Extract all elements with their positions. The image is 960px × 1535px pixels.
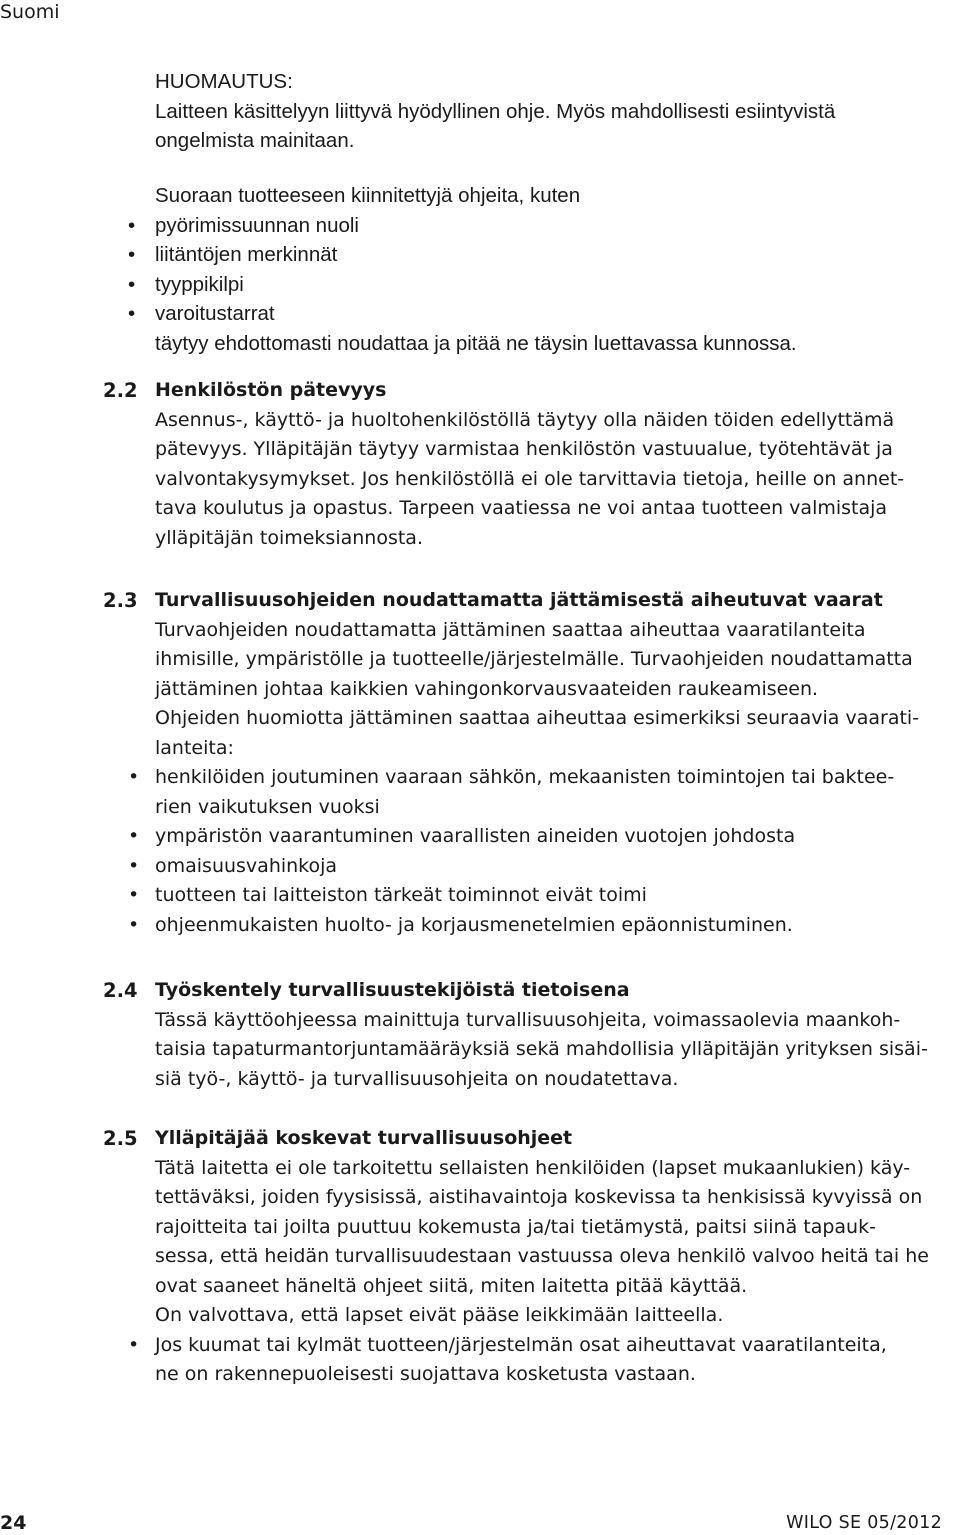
bullet-icon: • — [128, 272, 136, 296]
bullet-icon: • — [128, 243, 136, 266]
bullet-icon: • — [128, 913, 140, 936]
list-item: • ympäristön vaarantuminen vaarallisten aineiden vuotojen johdosta — [155, 822, 955, 852]
section-heading: Työskentely turvallisuustekijöistä tietoisena — [155, 979, 630, 1001]
paragraph-line: ovat saaneet häneltä ohjeet siitä, miten laitetta pitää käyttää. — [155, 1274, 748, 1297]
note-line: ongelmista mainitaan. — [155, 129, 355, 152]
section-number: 2.4 — [103, 979, 138, 1002]
paragraph-line: rajoitteita tai joilta puuttuu kokemusta ja/tai tietämystä, paitsi siinä tapauk- — [155, 1215, 876, 1238]
labels-outro: täytyy ehdottomasti noudattaa ja pitää ne täysin luettavassa kunnossa. — [155, 331, 797, 355]
language-label: Suomi — [0, 1, 60, 23]
bullet-icon: • — [128, 1333, 140, 1356]
paragraph-line: Tässä käyttöohjeessa mainittuja turvallisuusohjeita, voimassaolevia maankoh- — [155, 1008, 901, 1031]
paragraph-line: jättäminen johtaa kaikkien vahingonkorvausvaateiden raukeamiseen. — [155, 677, 819, 700]
paragraph-line: sessa, että heidän turvallisuudestaan vastuussa oleva henkilö valvoo heitä tai he — [155, 1245, 929, 1267]
labels-intro: Suoraan tuotteeseen kiinnitettyjä ohjeita, kuten — [155, 184, 581, 207]
list-item: • liitäntöjen merkinnät — [155, 240, 955, 270]
list-item: • tyyppikilpi — [155, 270, 955, 300]
list-item: • pyörimissuunnan nuoli — [155, 211, 955, 241]
bullet-icon: • — [128, 213, 136, 237]
list-item: • Jos kuumat tai kylmät tuotteen/järjestelmän osat aiheuttavat vaaratilanteita, ne on rakennepuoleisesti suojattava kosketusta vastaan. — [155, 1331, 955, 1390]
section-number: 2.2 — [103, 379, 138, 402]
paragraph-line: Asennus-, käyttö- ja huoltohenkilöstöllä täytyy olla näiden töiden edellyttämä — [155, 408, 895, 431]
paragraph-line: Tätä laitetta ei ole tarkoitettu sellaisten henkilöiden (lapset mukaanlukien) käy- — [155, 1156, 911, 1179]
bullet-icon: • — [128, 825, 140, 847]
section-2-2 — [155, 376, 955, 553]
section-2-4 — [155, 976, 955, 1094]
document-id: WILO SE 05/2012 — [786, 1513, 942, 1533]
paragraph-line: On valvottava, että lapset eivät pääse leikkimään laitteella. — [155, 1304, 724, 1326]
paragraph-line: ihmisille, ympäristölle ja tuotteelle/järjestelmälle. Turvaohjeiden noudattamatta — [155, 648, 913, 670]
section-number: 2.3 — [103, 589, 138, 612]
paragraph-line: taisia tapaturmantorjuntamääräyksiä sekä mahdollisia ylläpitäjän yrityksen sisäi- — [155, 1038, 928, 1060]
paragraph-line: tava koulutus ja opastus. Tarpeen vaatiessa ne voi antaa tuotteen valmistaja — [155, 497, 888, 519]
bullet-icon: • — [128, 884, 140, 906]
labels-block — [128, 181, 955, 358]
paragraph-line: tettäväksi, joiden fyysisissä, aistihavaintoja koskevissa ta henkisissä kyvyissä on — [155, 1186, 923, 1208]
bullet-icon: • — [128, 766, 140, 788]
paragraph-line: siä työ-, käyttö- ja turvallisuusohjeita on noudatettava. — [155, 1067, 679, 1090]
list-item: • omaisuusvahinkoja — [155, 852, 955, 882]
paragraph-line: Ohjeiden huomiotta jättäminen saattaa aiheuttaa esimerkiksi seuraavia vaarati- — [155, 707, 920, 729]
list-item: • tuotteen tai laitteiston tärkeät toiminnot eivät toimi — [155, 881, 955, 911]
page-number: 24 — [0, 1512, 27, 1534]
note-block — [155, 67, 955, 156]
list-item: • ohjeenmukaisten huolto- ja korjausmenetelmien epäonnistuminen. — [155, 911, 955, 941]
paragraph-line: ylläpitäjän toimeksiannosta. — [155, 526, 423, 549]
note-line: Laitteen käsittelyyn liittyvä hyödyllinen ohje. Myös mahdollisesti esiintyvistä — [155, 99, 836, 123]
section-number: 2.5 — [103, 1127, 138, 1150]
bullet-icon: • — [128, 302, 136, 325]
list-item: • henkilöiden joutuminen vaaraan sähkön, mekaanisten toimintojen tai baktee- rien vaikutuksen vuoksi — [155, 763, 955, 822]
paragraph-line: valvontakysymykset. Jos henkilöstöllä ei ole tarvittavia tietoja, heille on annet- — [155, 467, 905, 490]
note-title: HUOMAUTUS: — [155, 70, 293, 93]
section-2-3 — [128, 586, 955, 940]
paragraph-line: lanteita: — [155, 736, 234, 759]
section-heading: Turvallisuusohjeiden noudattamatta jättämisestä aiheutuvat vaarat — [155, 589, 883, 611]
paragraph-line: pätevyys. Ylläpitäjän täytyy varmistaa henkilöstön vastuualue, työtehtävät ja — [155, 438, 893, 460]
bullet-icon: • — [128, 854, 140, 877]
paragraph-line: Turvaohjeiden noudattamatta jättäminen saattaa aiheuttaa vaaratilanteita — [155, 618, 866, 641]
section-heading: Henkilöstön pätevyys — [155, 379, 387, 401]
section-heading: Ylläpitäjää koskevat turvallisuusohjeet — [155, 1127, 573, 1149]
list-item: • varoitustarrat — [155, 299, 955, 329]
section-2-5 — [128, 1124, 955, 1390]
